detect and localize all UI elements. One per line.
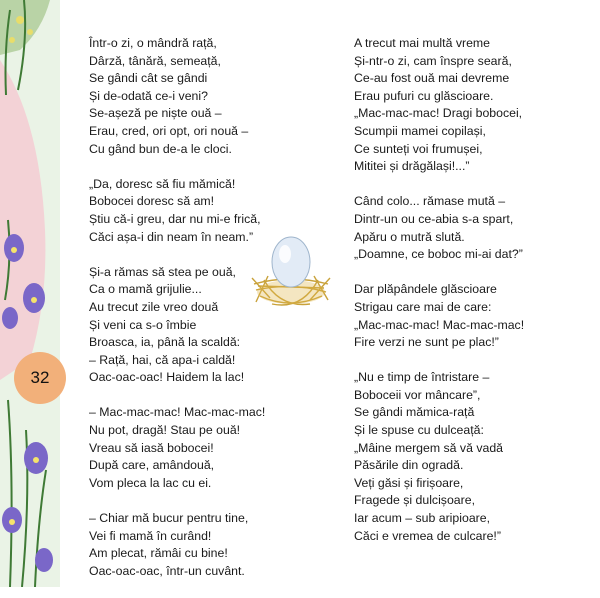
poem-right-column [354, 35, 574, 563]
poem-left-column [89, 35, 269, 598]
poem-line: Vei fi mamă în curând! [89, 528, 212, 543]
poem-line: Vom pleca la lac cu ei. [89, 475, 212, 490]
egg-nest-illustration [250, 218, 332, 314]
poem-line: Erau pufuri cu glăscioare. [354, 88, 494, 103]
poem-line: Ce sunteți voi frumușei, [354, 141, 483, 156]
poem-line: Știu că-i greu, dar nu mi-e frică, [89, 211, 261, 226]
stanza [354, 35, 574, 176]
poem-line: Într-o zi, o mândră rață, [89, 36, 217, 50]
poem-line: „Mac-mac-mac! Dragi bobocei, [354, 106, 523, 121]
poem-line: Strigau care mai de care: [354, 299, 492, 314]
stanza [89, 510, 269, 580]
poem-line: Scumpii mamei copilași, [354, 123, 486, 138]
poem-line: Păsările din ogradă. [354, 458, 464, 473]
poem-line: „Mâine mergem să vă vadă [354, 440, 503, 455]
poem-line: „Nu e timp de întristare – [354, 370, 490, 385]
poem-line: Când colo... rămase mută – [354, 194, 506, 209]
poem-line: Se gândi cât se gândi [89, 71, 208, 86]
stanza [89, 35, 269, 158]
page-number: 32 [30, 368, 50, 387]
poem-line: Erau, cred, ori opt, ori nouă – [89, 123, 249, 138]
poem-line: – Chiar mă bucur pentru tine, [89, 511, 249, 526]
poem-line: – Rață, hai, că apa-i caldă! [89, 352, 236, 367]
poem-line: Veți găsi și firișoare, [354, 475, 464, 490]
poem-line: „Mac-mac-mac! Mac-mac-mac! [354, 317, 525, 332]
poem-line: Căci așa-i din neam în neam.” [89, 229, 254, 244]
poem-line: Cu gând bun de-a le cloci. [89, 141, 232, 156]
poem-line: Am plecat, rămâi cu bine! [89, 546, 228, 561]
iris-border-illustration [0, 0, 60, 587]
poem-line: Boboceii vor mâncare”, [354, 387, 481, 402]
poem-line: Și veni ca s-o îmbie [89, 317, 197, 332]
poem-line: A trecut mai multă vreme [354, 36, 490, 50]
stanza [89, 404, 269, 492]
poem-line: Dârză, tânără, semeață, [89, 53, 221, 68]
poem-line: Mititei și drăgălași!...” [354, 159, 470, 174]
poem-line: Iar acum – sub aripioare, [354, 511, 491, 526]
poem-line: „Doamne, ce boboc mi-ai dat?” [354, 247, 523, 262]
poem-line: Bobocei doresc să am! [89, 194, 215, 209]
stanza [89, 176, 269, 246]
poem-line: Și-ntr-o zi, cam înspre seară, [354, 53, 512, 68]
stanza [354, 193, 574, 263]
poem-line: Vreau să iasă bobocei! [89, 440, 214, 455]
poem-line: Căci e vremea de culcare!” [354, 528, 501, 543]
stanza [354, 281, 574, 351]
poem-line: „Da, doresc să fiu mămică! [89, 176, 236, 191]
poem-line: Oac-oac-oac! Haidem la lac! [89, 370, 245, 385]
poem-line: Ca o mamă grijulie... [89, 282, 202, 297]
poem-line: Ce-au fost ouă mai devreme [354, 71, 510, 86]
poem-line: Se-așeză pe niște ouă – [89, 106, 222, 121]
poem-line: După care, amândouă, [89, 458, 215, 473]
poem-line: Și le spuse cu dulceață: [354, 423, 484, 438]
poem-line: Broasca, ia, până la scaldă: [89, 335, 241, 350]
stanza [354, 369, 574, 545]
poem-line: Oac-oac-oac, într-un cuvânt. [89, 563, 245, 578]
poem-line: Și-a rămas să stea pe ouă, [89, 264, 236, 279]
stanza [89, 264, 269, 387]
poem-line: Dar plăpândele glăscioare [354, 282, 497, 297]
poem-line: Fragede și dulcișoare, [354, 493, 475, 508]
poem-line: – Mac-mac-mac! Mac-mac-mac! [89, 405, 266, 420]
page-number-badge [14, 352, 66, 404]
poem-line: Nu pot, dragă! Stau pe ouă! [89, 423, 241, 438]
poem-line: Dintr-un ou ce-abia s-a spart, [354, 211, 514, 226]
poem-line: Au trecut zile vreo două [89, 299, 219, 314]
poem-line: Se gândi mămica-rață [354, 405, 475, 420]
poem-line: Și de-odată ce-i veni? [89, 88, 208, 103]
poem-line: Apăru o mutră slută. [354, 229, 465, 244]
poem-line: Fire verzi ne sunt pe plac!” [354, 335, 499, 350]
